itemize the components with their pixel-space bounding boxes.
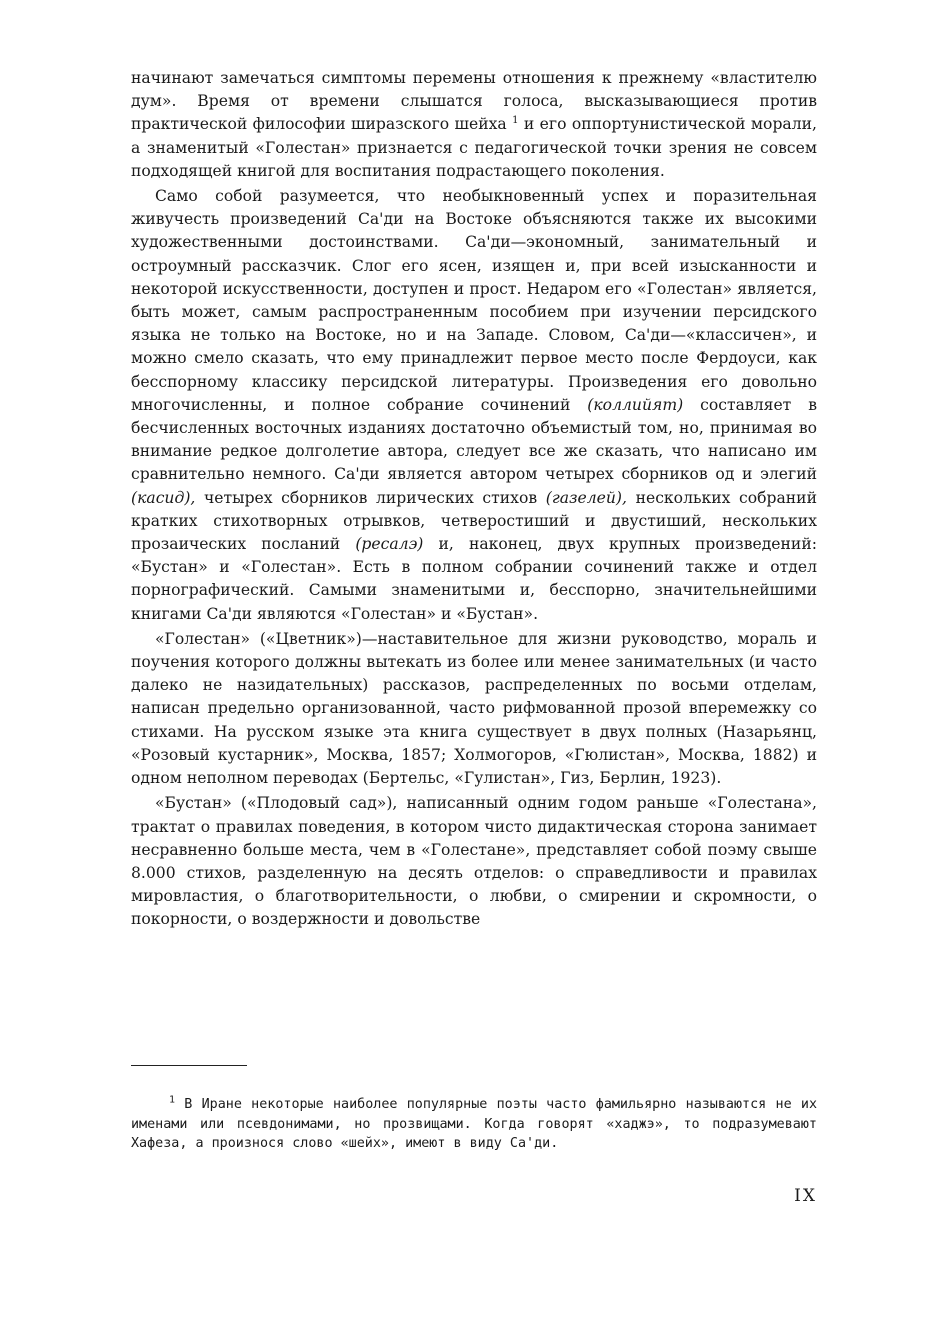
- term-kolliyat: (коллийят): [587, 395, 684, 414]
- footnote-reference: 1: [512, 115, 519, 127]
- footnote-text: В Иране некоторые наиболее популярные поэты часто фамильярно называются не их именами или псевдонимами, но прозвищами. Когда говорят «хаджэ», то подразумевают Хафеза, а произнося слово «шейх», имеют в виду Са'ди.: [131, 1097, 818, 1151]
- paragraph-2-part-a: Само собой разумеется, что необыкновенный успех и поразительная живучесть произведений Са'ди на Востоке объясняются также их высокими художественными достоинствами. Са'ди—экономный, занимательный и остроумный рассказчик. Слог его ясен, изящен и, при всей изысканности и некоторой искусственности, доступен и прост. Недаром его «Голестан» является, быть может, самым распространенным пособием при изучении персидского языка не только на Востоке, но и на Западе. Словом, Са'ди—«классичен», и можно смело сказать, что ему принадлежит первое место после Фердоуси, как бесспорному классику персидской литературы. Произведения его довольно многочисленны, и полное собрание сочинений: [131, 187, 817, 414]
- paragraph-1: [131, 67, 817, 183]
- paragraph-2-part-b: составляет в бесчисленных восточных изданиях достаточно объемистый том, но, принимая во внимание редкое долголетие автора, следует все же сказать, что написано им сравнительно немного. Са'ди является автором четырех сборников од и элегий: [131, 395, 817, 484]
- paragraph-4: «Бустан» («Плодовый сад»), написанный одним годом раньше «Голестана», трактат о правилах поведения, в котором чисто дидактическая сторона занимает несравненно больше места, чем в «Голестане», представляет собой поэму свыше 8.000 стихов, разделенную на десять отделов: о справедливости и правилах мировластия, о благотворительности, о любви, о смирении и скромности, о покорности, о воздержности и довольстве: [131, 794, 817, 929]
- paragraph-1-part-b: и его оппортунистической морали, а знаменитый «Голестан» признается с педагогической точки зрения не совсем подходящей книгой для воспитания подрастающего поколения.: [131, 115, 817, 180]
- page-body: [131, 67, 817, 932]
- footnote-marker: 1: [169, 1094, 176, 1106]
- paragraph-1-part-a: начинают замечаться симптомы перемены отношения к прежнему «властителю дум». Время от времени слышатся голоса, высказывающиеся против практической философии ширазского шейха: [131, 69, 817, 134]
- page-number: IX: [794, 1186, 817, 1206]
- term-gazeley: (газелей),: [545, 488, 627, 507]
- paragraph-2: [131, 185, 817, 626]
- paragraph-3: «Голестан» («Цветник»)—наставительное для жизни руководство, мораль и поучения которого должны вытекать из более или менее занимательных (и часто далеко не назидательных) рассказов, распределенных по восьми отделам, написан предельно организованной, часто рифмованной прозой вперемежку со стихами. На русском языке эта книга существует в двух полных (Назарьянц, «Розовый кустарник», Москва, 1857; Холмогоров, «Гюлистан», Москва, 1882) и одном неполном переводах (Бертельс, «Гулистан», Гиз, Берлин, 1923).: [131, 629, 817, 788]
- term-kasid: (касид),: [131, 488, 196, 507]
- term-resale: (ресалэ): [355, 535, 424, 554]
- paragraph-2-part-d: нескольких собраний кратких стихотворных отрывков, четверостиший и двустиший, нескольких прозаических посланий: [131, 488, 817, 554]
- paragraph-2-part-c: четырех сборников лирических стихов: [204, 488, 538, 507]
- footnote: [131, 1095, 817, 1154]
- footnote-divider: [131, 1065, 247, 1066]
- paragraph-2-part-e: и, наконец, двух крупных произведений: «Бустан» и «Голестан». Есть в полном собрании сочинений также и отдел порнографический. Самыми знаменитыми и, бесспорно, значительнейшими книгами Са'ди являются «Голестан» и «Бустан».: [131, 535, 817, 623]
